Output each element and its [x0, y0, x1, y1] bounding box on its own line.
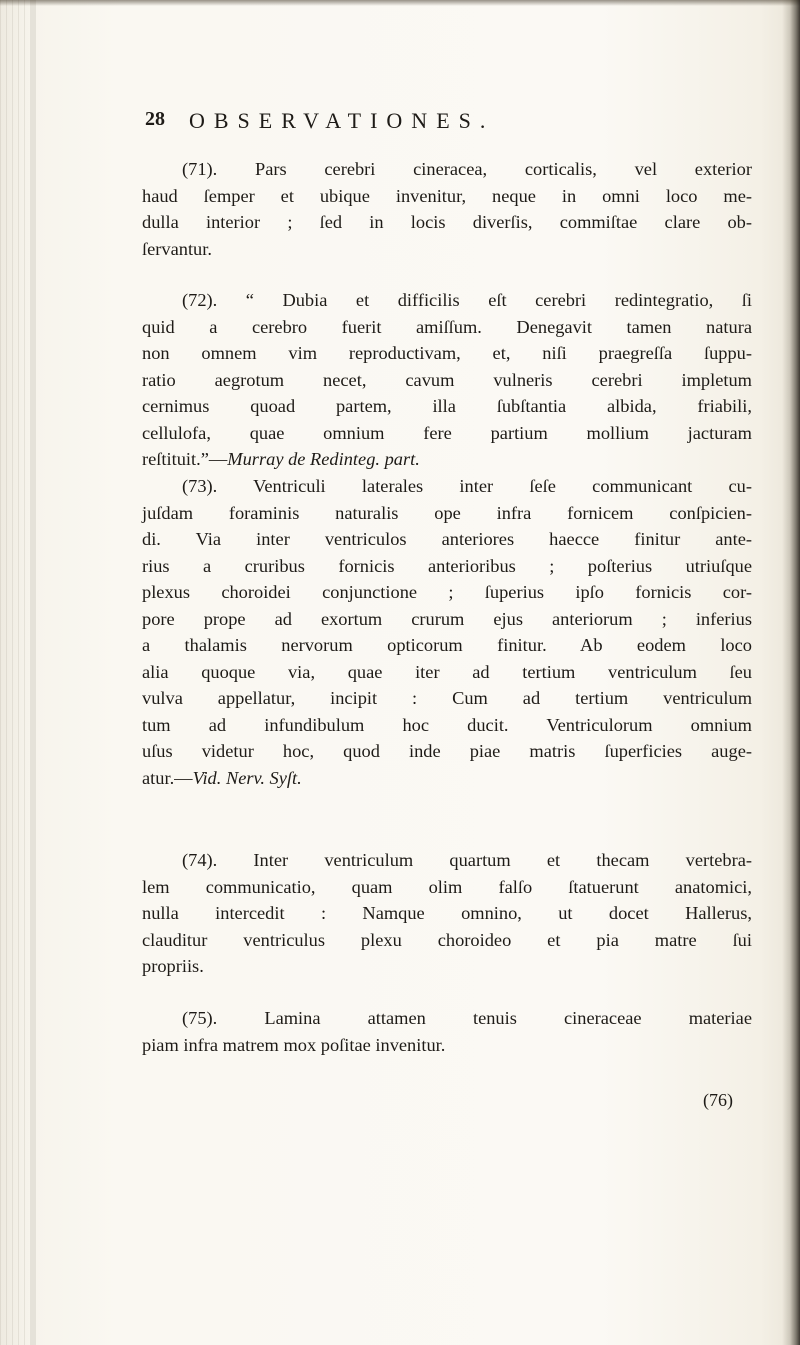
- right-page-edge: [782, 0, 800, 1345]
- paragraph-72: [142, 287, 752, 473]
- text-line: ratio aegrotum necet, cavum vulneris cerebri impletum: [142, 369, 752, 390]
- text-line: (75). Lamina attamen tenuis cineraceae materiae: [182, 1008, 752, 1028]
- text-line: non omnem vim reproductivam, et, niſi praegreſſa ſuppu-: [142, 343, 752, 363]
- paragraph-75: [142, 1005, 752, 1058]
- text-line: dulla interior ; ſed in locis diverſis, commiſtae clare ob-: [142, 212, 752, 232]
- page-number: 28: [145, 108, 165, 130]
- text-line-body: atur.—: [142, 767, 193, 788]
- left-binding-edge: [0, 0, 30, 1345]
- text-line: cellulofa, quae omnium fere partium mollium jacturam: [142, 422, 752, 443]
- text-line: clauditur ventriculus plexu choroideo et pia matre ſui: [142, 929, 752, 950]
- text-line: plexus choroidei conjunctione ; ſuperius ipſo fornicis cor-: [142, 582, 752, 602]
- text-line: haud ſemper et ubique invenitur, neque in omni loco me-: [142, 185, 752, 206]
- text-line: di. Via inter ventriculos anteriores haecce finitur ante-: [142, 529, 752, 549]
- citation: Vid. Nerv. Syſt.: [192, 767, 302, 788]
- text-line: [142, 446, 752, 473]
- paragraph-73: [142, 473, 752, 791]
- text-line: (74). Inter ventriculum quartum et thecam vertebra-: [182, 850, 752, 870]
- text-line: tum ad infundibulum hoc ducit. Ventriculorum omnium: [142, 714, 752, 735]
- text-line: alia quoque via, quae iter ad tertium ventriculum ſeu: [142, 661, 752, 682]
- text-line: pore prope ad exortum crurum ejus anteriorum ; inferius: [142, 608, 752, 629]
- paragraph-71: [142, 156, 752, 262]
- text-line: propriis.: [142, 956, 204, 976]
- text-line: rius a cruribus fornicis anterioribus ; poſterius utriuſque: [142, 555, 752, 576]
- text-line: (72). “ Dubia et difficilis eſt cerebri redintegratio, ſi: [182, 290, 752, 310]
- paragraph-74: [142, 847, 752, 980]
- text-line: [142, 765, 752, 792]
- text-line: quid a cerebro fuerit amiſſum. Denegavit tamen natura: [142, 316, 752, 337]
- running-title: OBSERVATIONES.: [189, 108, 495, 133]
- text-line: a thalamis nervorum opticorum finitur. Ab eodem loco: [142, 635, 752, 655]
- text-line: vulva appellatur, incipit : Cum ad tertium ventriculum: [142, 688, 752, 708]
- text-line-body: reſtituit.”—: [142, 449, 228, 469]
- text-line: (73). Ventriculi laterales inter ſeſe communicant cu-: [182, 476, 752, 496]
- page-header: [145, 108, 705, 148]
- catchword: (76): [703, 1090, 733, 1110]
- page-top-edge: [0, 0, 800, 6]
- text-line: lem communicatio, quam olim falſo ſtatuerunt anatomici,: [142, 876, 752, 897]
- text-line: (71). Pars cerebri cineracea, corticalis, vel exterior: [182, 159, 752, 179]
- text-line: piam infra matrem mox poſitae invenitur.: [142, 1034, 446, 1055]
- text-line: uſus videtur hoc, quod inde piae matris ſuperficies auge-: [142, 741, 752, 761]
- text-line: nulla intercedit : Namque omnino, ut docet Hallerus,: [142, 903, 752, 923]
- citation: Murray de Redinteg. part.: [227, 449, 420, 469]
- text-line: cernimus quoad partem, illa ſubſtantia albida, friabili,: [142, 396, 752, 416]
- text-line: juſdam foraminis naturalis ope infra fornicem conſpicien-: [142, 502, 752, 523]
- text-line: ſervantur.: [142, 238, 212, 259]
